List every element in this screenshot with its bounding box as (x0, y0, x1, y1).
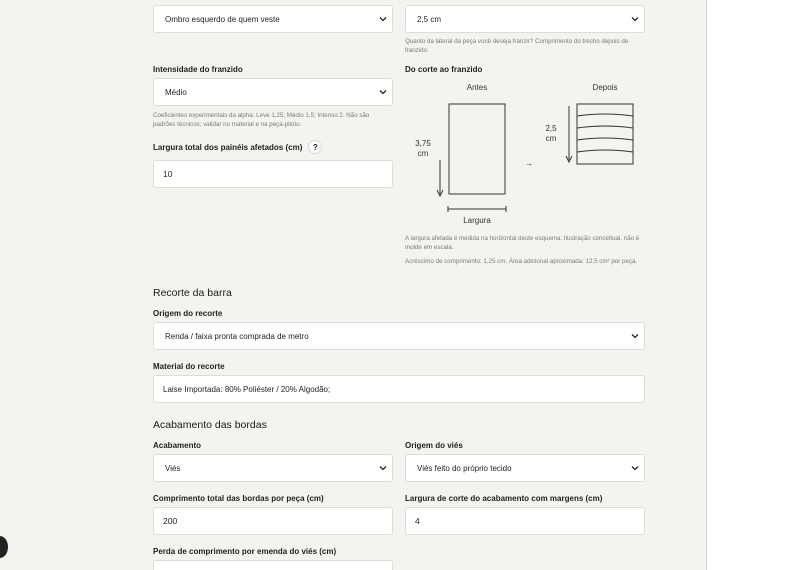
finish-select[interactable] (153, 454, 393, 482)
gather-length-help: Quanto da lateral da peça você deseja franzir? Comprimento do trecho depois de franzido. (405, 38, 629, 54)
cut-width-label: Largura de corte do acabamento com margens (cm) (405, 494, 603, 503)
gather-length-select[interactable] (405, 5, 645, 33)
after-height-unit: cm (545, 134, 557, 143)
chevron-down-icon (374, 89, 392, 95)
chevron-down-icon (626, 465, 644, 471)
gather-line (577, 138, 633, 140)
gather-length-value: 2,5 cm (417, 14, 442, 24)
before-height-value: 3,75 (415, 139, 431, 148)
edges-section-title: Acabamento das bordas (153, 419, 267, 431)
gather-line (577, 126, 633, 128)
panel-width-value: 10 (163, 169, 173, 179)
trim-origin-label: Origem do recorte (153, 309, 223, 318)
position-select[interactable] (153, 5, 393, 33)
intensity-value: Médio (165, 87, 187, 97)
chevron-down-icon (374, 465, 392, 471)
seam-loss-input[interactable] (153, 560, 393, 570)
bias-origin-value: Viés feito do próprio tecido (417, 463, 512, 473)
diagram-extra: Acréscimo de comprimento: 1,25 cm. Área adicional aproximada: 12,5 cm² por peça. (405, 258, 638, 265)
panel-width-label-row (153, 140, 322, 154)
floating-button[interactable] (0, 536, 8, 558)
trim-material-input[interactable] (153, 375, 645, 403)
trim-origin-value: Renda / faixa pronta comprada de metro (165, 331, 309, 341)
help-button[interactable]: ? (308, 140, 322, 154)
edge-length-input[interactable] (153, 507, 393, 535)
arrow-right-icon: → (525, 159, 533, 168)
cut-width-value: 4 (415, 516, 420, 526)
finish-value: Viés (165, 463, 181, 473)
position-select-value: Ombro esquerdo de quem veste (165, 14, 280, 24)
before-height-unit: cm (417, 149, 429, 158)
seam-loss-label: Perda de comprimento por emenda do viés (cm) (153, 547, 337, 556)
after-label: Depois (592, 83, 618, 92)
cut-width-input[interactable] (405, 507, 645, 535)
trim-material-value: Laise Importada: 80% Poliéster / 20% Algodão; (163, 384, 331, 394)
bias-origin-label: Origem do viés (405, 441, 463, 450)
after-panel (577, 104, 633, 164)
before-label: Antes (466, 83, 488, 92)
diagram-note: A largura afetada é medida na horizontal deste esquema. Ilustração conceitual, não é molde em escala. (405, 235, 640, 251)
chevron-down-icon (626, 333, 644, 339)
gather-line (577, 114, 633, 116)
trim-origin-select[interactable] (153, 322, 645, 350)
chevron-down-icon (626, 16, 644, 22)
edge-length-label: Comprimento total das bordas por peça (cm) (153, 494, 324, 503)
gather-line (577, 150, 633, 152)
trim-material-label: Material do recorte (153, 362, 225, 371)
panel-width-label: Largura total dos painéis afetados (cm) (153, 142, 303, 152)
bias-origin-select[interactable] (405, 454, 645, 482)
intensity-label: Intensidade do franzido (153, 65, 243, 74)
intensity-select[interactable] (153, 78, 393, 106)
right-panel (706, 0, 800, 570)
panel-width-input[interactable] (153, 160, 393, 188)
gather-diagram (405, 76, 645, 232)
diagram-title: Do corte ao franzido (405, 65, 483, 74)
after-height-value: 2,5 (545, 124, 557, 133)
width-label: Largura (463, 216, 491, 225)
intensity-help: Coeficientes experimentais da alpha: Leve 1,25; Médio 1,5; Intenso 2. Não são padrões técnicos; validar no material e na peça-piloto. (153, 112, 370, 128)
before-panel (449, 104, 505, 194)
trim-section-title: Recorte da barra (153, 287, 232, 299)
edge-length-value: 200 (163, 516, 178, 526)
chevron-down-icon (374, 16, 392, 22)
finish-label: Acabamento (153, 441, 202, 450)
